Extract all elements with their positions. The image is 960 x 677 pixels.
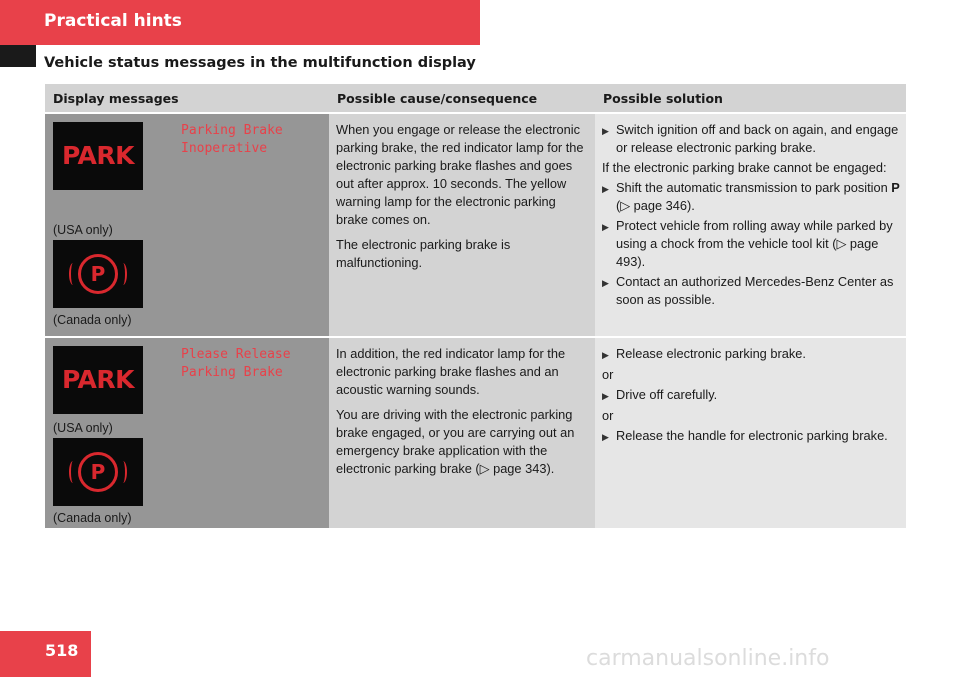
solution-step: ▶ Release the handle for electronic parking brake. — [602, 427, 900, 446]
display-message: Please Release Parking Brake — [181, 347, 291, 380]
caption-canada: (Canada only) — [53, 511, 132, 525]
parking-brake-icon: P — [78, 452, 118, 492]
arrow-bullet-icon: ▶ — [602, 222, 609, 232]
cause-text: The electronic parking brake is malfunctioning. — [336, 237, 511, 270]
solution-text: If the electronic parking brake cannot be engaged: — [602, 160, 887, 175]
solution-step: ▶ Protect vehicle from rolling away while parked by using a chock from the vehicle tool kit (▷ page 493). — [602, 218, 893, 269]
table-row — [45, 114, 906, 336]
black-tab — [0, 45, 36, 67]
cause-cell — [329, 114, 595, 336]
solution-cell — [595, 114, 906, 336]
brake-display-image — [53, 438, 143, 506]
arrow-bullet-icon: ▶ — [602, 432, 609, 442]
watermark: carmanualsonline.info — [586, 646, 830, 671]
cause-cell — [329, 338, 595, 528]
solution-step: ▶ Switch ignition off and back on again, and engage or release electronic parking brake. — [602, 122, 899, 155]
caption-usa: (USA only) — [53, 421, 113, 435]
cause-text: You are driving with the electronic parking brake engaged, or you are carrying out an emergency brake application with the electronic parking brake (▷ page 343). — [336, 407, 575, 476]
solution-step: ▶ Shift the automatic transmission to park position P (▷ page 346). — [602, 180, 900, 213]
status-messages-table — [45, 84, 906, 528]
parking-brake-icon: P — [78, 254, 118, 294]
page-title: Vehicle status messages in the multifunction display — [44, 55, 476, 71]
arrow-bullet-icon: ▶ — [602, 126, 609, 136]
solution-cell — [595, 338, 906, 528]
display-cell — [45, 338, 329, 528]
park-indicator-text: PARK — [62, 141, 134, 170]
park-display-image — [53, 346, 143, 414]
arrow-bullet-icon: ▶ — [602, 350, 609, 360]
solution-or: or — [602, 367, 614, 382]
section-title: Practical hints — [44, 11, 182, 31]
solution-step: ▶ Drive off carefully. — [602, 386, 900, 405]
cause-text: In addition, the red indicator lamp for the electronic parking brake flashes and an acoustic warning sounds. — [336, 346, 566, 397]
table-row — [45, 338, 906, 528]
display-message: Parking Brake Inoperative — [181, 123, 283, 156]
solution-step: ▶ Contact an authorized Mercedes-Benz Center as soon as possible. — [602, 274, 894, 307]
arrow-bullet-icon: ▶ — [602, 391, 609, 401]
solution-step: ▶ Release electronic parking brake. — [602, 345, 900, 364]
column-header-display: Display messages — [53, 90, 179, 106]
table-header — [45, 84, 906, 112]
caption-canada: (Canada only) — [53, 313, 132, 327]
park-indicator-text: PARK — [62, 365, 134, 394]
cause-text: When you engage or release the electronic parking brake, the red indicator lamp for the electronic parking brake flashes and goes out after approx. 10 seconds. The yellow warning lamp for the electronic parking brake comes on. — [336, 122, 584, 227]
caption-usa: (USA only) — [53, 223, 113, 237]
page-number: 518 — [45, 641, 79, 660]
display-cell — [45, 114, 329, 336]
solution-or: or — [602, 408, 614, 423]
arrow-bullet-icon: ▶ — [602, 184, 609, 194]
arrow-bullet-icon: ▶ — [602, 278, 609, 288]
column-header-cause: Possible cause/consequence — [337, 90, 538, 106]
brake-display-image — [53, 240, 143, 308]
park-display-image — [53, 122, 143, 190]
column-header-solution: Possible solution — [603, 90, 723, 106]
